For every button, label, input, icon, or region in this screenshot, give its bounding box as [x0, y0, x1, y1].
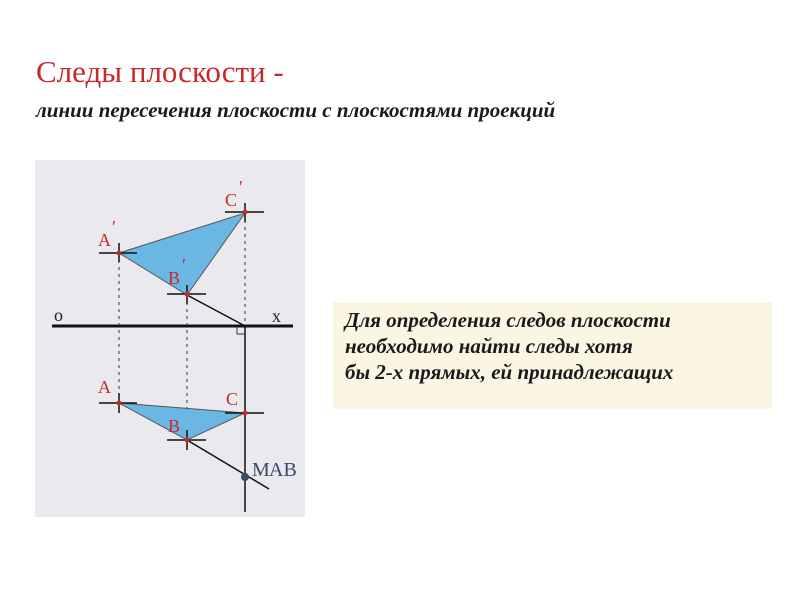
frontal-line-ab-extension	[187, 295, 245, 326]
page-title: Следы плоскости -	[36, 54, 284, 89]
note-line-1: Для определения следов плоскости	[345, 308, 671, 332]
label-c-frontal-prime: ′	[239, 177, 243, 197]
point-c-horizontal	[243, 411, 248, 416]
point-a-frontal	[117, 251, 122, 256]
label-a-frontal: A	[98, 230, 111, 250]
note-line-3: бы 2-х прямых, ей принадлежащих	[345, 360, 674, 384]
point-c-frontal	[243, 210, 248, 215]
axis-label-x: x	[272, 306, 281, 326]
axis-label-o: o	[54, 305, 63, 325]
page-subtitle: линии пересечения плоскости с плоскостями проекций	[36, 98, 556, 122]
point-a-horizontal	[117, 401, 122, 406]
label-trace-m: M	[252, 459, 270, 481]
label-a-horizontal: A	[98, 377, 111, 397]
label-c-horizontal: C	[226, 389, 239, 409]
trace-point-m	[241, 473, 249, 481]
label-c-frontal: C	[225, 190, 238, 210]
label-b-horizontal: B	[168, 416, 181, 436]
label-a-frontal-prime: ′	[112, 217, 116, 237]
frontal-triangle	[119, 213, 245, 295]
point-b-frontal	[185, 292, 190, 297]
note-box	[333, 302, 772, 409]
note-line-2: необходимо найти следы хотя	[345, 334, 633, 358]
point-b-horizontal	[185, 438, 190, 443]
label-trace-m-sub: AB	[269, 459, 297, 481]
label-b-frontal: B	[168, 268, 181, 288]
label-b-frontal-prime: ′	[182, 255, 186, 275]
